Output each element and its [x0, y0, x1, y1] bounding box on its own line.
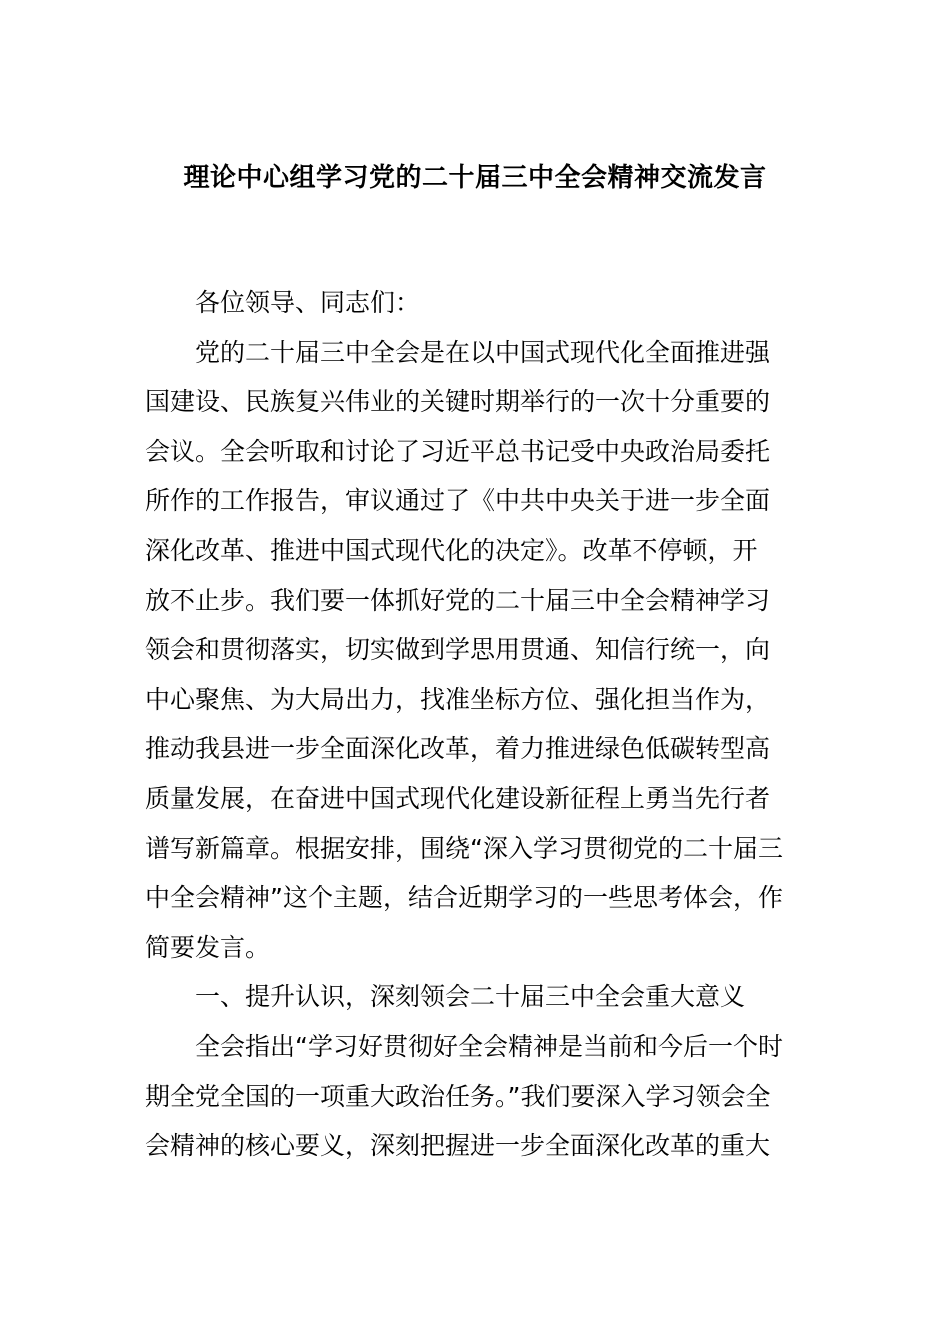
- document-title: 理论中心组学习党的二十届三中全会精神交流发言: [183, 163, 767, 193]
- text-line: 推动我县进一步全面深化改革，着力推进绿色低碳转型高: [145, 734, 771, 764]
- text-line: 中心聚焦、为大局出力，找准坐标方位、强化担当作为，: [145, 684, 771, 714]
- text-line: 谱写新篇章。根据安排，围绕“深入学习贯彻党的二十届三: [145, 833, 783, 863]
- text-line: 会精神的核心要义，深刻把握进一步全面深化改革的重大: [145, 1131, 771, 1161]
- text-line: 全会指出“学习好贯彻好全会精神是当前和今后一个时: [195, 1031, 783, 1061]
- document-body: [145, 278, 807, 1171]
- section-heading: 一、提升认识，深刻领会二十届三中全会重大意义: [195, 982, 746, 1012]
- text-line: 各位领导、同志们：: [195, 288, 421, 317]
- text-line: 质量发展，在奋进中国式现代化建设新征程上勇当先行者: [145, 783, 771, 813]
- text-line: 党的二十届三中全会是在以中国式现代化全面推进强: [195, 337, 771, 367]
- text-line: 深化改革、推进中国式现代化的决定》。改革不停顿，开: [145, 535, 758, 565]
- text-line: 所作的工作报告，审议通过了《中共中央关于进一步全面: [145, 486, 771, 516]
- text-line: 放不止步。我们要一体抓好党的二十届三中全会精神学习: [145, 585, 771, 615]
- text-line: 简要发言。: [145, 932, 271, 962]
- text-line: 领会和贯彻落实，切实做到学思用贯通、知信行统一，向: [145, 635, 771, 665]
- text-line: 中全会精神”这个主题，结合近期学习的一些思考体会，作: [145, 883, 783, 913]
- text-line: 会议。全会听取和讨论了习近平总书记受中央政治局委托: [145, 436, 771, 466]
- text-line: 国建设、民族复兴伟业的关键时期举行的一次十分重要的: [145, 387, 771, 417]
- text-line: 期全党全国的一项重大政治任务。”我们要深入学习领会全: [145, 1081, 771, 1111]
